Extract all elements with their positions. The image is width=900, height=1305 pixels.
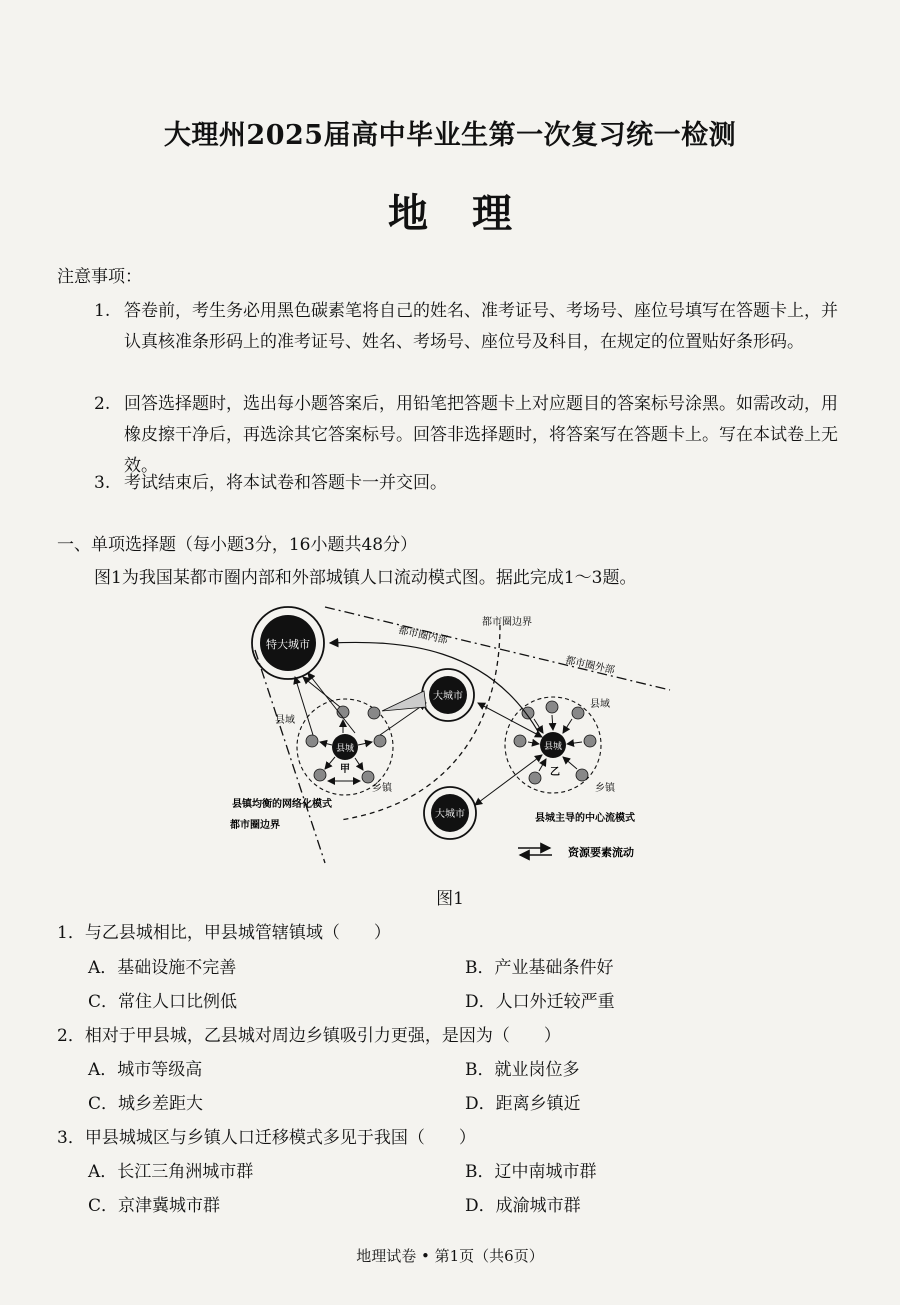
jia-flow-arrows [295,673,426,781]
notice-item-number: 3. [94,473,111,493]
flow-wedge [382,691,426,711]
outer-area-label: 都市圈外部 [564,655,616,677]
inner-boundary-curve [340,625,500,820]
boundary-label-top: 都市圈边界 [482,617,532,628]
legend-label: 资源要素流动 [568,846,634,859]
notice-heading: 注意事项： [57,267,142,287]
town-label: 乡镇 [595,783,615,794]
county-town-label: 县城 [543,742,563,752]
county-yi-label: 乙 [550,767,560,778]
option-b[interactable]: B．就业岗位多 [465,1060,580,1080]
notice-item-text: 答卷前，考生务必用黑色碳素笔将自己的姓名、准考证号、考场号、座位号填写在答题卡上，并认真核准条形码上的准考证号、姓名、考场号、座位号及科目，在规定的位置贴好条形码。 [124,301,838,352]
section-heading: 一、单项选择题（每小题3分，16小题共48分） [57,535,418,555]
option-c[interactable]: C．京津冀城市群 [88,1196,221,1216]
county-jia-label: 甲 [340,764,350,775]
option-a[interactable]: A．长江三角洲城市群 [88,1162,254,1182]
option-c[interactable]: C．常住人口比例低 [88,992,238,1012]
exam-title: 大理州2025届高中毕业生第一次复习统一检测 [163,120,737,151]
county-area-label: 县域 [275,715,295,726]
legend-flow-icon [518,848,552,855]
option-a[interactable]: A．城市等级高 [88,1060,203,1080]
county-town-label: 县城 [335,744,355,754]
question-stem: 2．相对于甲县城，乙县城对周边乡镇吸引力更强，是因为（ ） [57,1026,561,1046]
notice-item [94,296,854,358]
population-flow-diagram [200,595,700,875]
question-stem: 3．甲县城城区与乡镇人口迁移模式多见于我国（ ） [57,1128,476,1148]
option-a[interactable]: A．基础设施不完善 [88,958,237,978]
boundary-label-bottom: 都市圈边界 [230,820,280,831]
subject-title: 地理 [388,190,556,237]
town-label: 乡镇 [372,783,392,794]
notice-item-number: 2. [94,394,111,414]
notice-item-number: 1. [94,301,111,321]
question-stem: 1．与乙县城相比，甲县城管辖镇域（ ） [57,923,391,943]
notice-item-text: 考试结束后，将本试卷和答题卡一并交回。 [124,473,447,493]
big-city-label: 大城市 [433,691,463,702]
option-c[interactable]: C．城乡差距大 [88,1094,204,1114]
megacity-label: 特大城市 [266,638,310,651]
big-city-label: 大城市 [435,809,465,820]
option-b[interactable]: B．辽中南城市群 [465,1162,597,1182]
figure-intro: 图1为我国某都市圈内部和外部城镇人口流动模式图。据此完成1～3题。 [94,568,637,588]
option-d[interactable]: D．成渝城市群 [465,1196,581,1216]
option-d[interactable]: D．人口外迁较严重 [465,992,615,1012]
notice-item [94,468,854,499]
notice-item-text: 回答选择题时，选出每小题答案后，用铅笔把答题卡上对应题目的答案标号涂黑。如需改动，用橡皮擦干净后，再选涂其它答案标号。回答非选择题时，将答案写在答题卡上。写在本试卷上无效。 [124,394,838,476]
option-b[interactable]: B．产业基础条件好 [465,958,614,978]
inner-area-label: 都市圈内部 [397,625,449,647]
county-area-label: 县域 [590,699,610,710]
option-d[interactable]: D．距离乡镇近 [465,1094,581,1114]
page-footer: 地理试卷 • 第1页（共6页） [356,1247,544,1265]
figure-caption: 图1 [436,889,464,909]
center-model-label: 县城主导的中心流模式 [535,813,635,824]
network-model-label: 县镇均衡的网络化模式 [232,799,332,810]
